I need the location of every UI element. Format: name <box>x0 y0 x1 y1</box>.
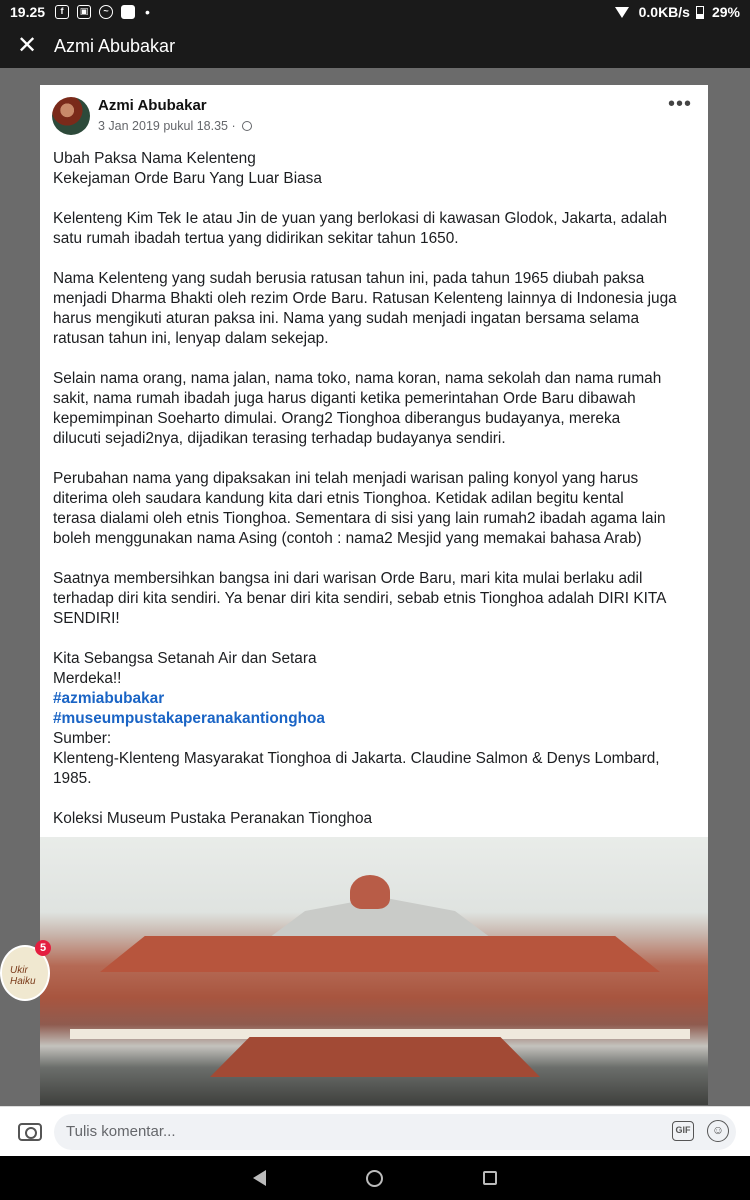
gallery-notification-icon: ▣ <box>77 5 91 19</box>
post-line: boleh menggunakan nama Asing (contoh : nama2 Mesjid yang memakai bahasa Arab) <box>53 530 642 547</box>
post-line: Nama Kelenteng yang sudah berusia ratusan tahun ini, pada tahun 1965 diubah paksa <box>53 270 645 287</box>
comment-input[interactable] <box>54 1114 736 1150</box>
post-author[interactable]: Azmi Abubakar <box>98 97 207 114</box>
post-meta <box>98 119 252 133</box>
post-line: sakit, nama rumah ibadah juga harus diganti ketika pemerintahan Orde Baru dibawah <box>53 390 636 407</box>
app-notification-icon <box>121 5 135 19</box>
photo-roof-main <box>100 932 660 972</box>
post-line: harus mengikuti aturan paksa ini. Nama yang sudah menjadi ingatan bersama selama <box>53 310 640 327</box>
post-paragraph <box>53 369 695 449</box>
messenger-notification-icon: ~ <box>99 5 113 19</box>
emoji-icon[interactable]: ☺ <box>707 1120 729 1142</box>
post-header <box>40 85 708 145</box>
gif-icon[interactable]: GIF <box>672 1121 694 1141</box>
status-bar <box>0 0 750 24</box>
post-paragraph <box>53 569 695 629</box>
post-paragraph <box>53 469 695 549</box>
chat-head-text: Ukir Haiku <box>10 965 36 987</box>
photo-roof-lower <box>210 1037 540 1077</box>
post-card <box>40 85 708 1105</box>
collection-line: Koleksi Museum Pustaka Peranakan Tionghoa <box>53 810 373 827</box>
post-line: Perubahan nama yang dipaksakan ini telah menjadi warisan paling konyol yang harus <box>53 470 639 487</box>
post-line: Ubah Paksa Nama Kelenteng <box>53 150 256 167</box>
post-line: Kelenteng Kim Tek Ie atau Jin de yuan yang berlokasi di kawasan Glodok, Jakarta, adalah <box>53 210 668 227</box>
post-line: menjadi Dharma Bhakti oleh rezim Orde Baru. Ratusan Kelenteng lainnya di Indonesia juga <box>53 290 677 307</box>
comment-bar <box>0 1106 750 1156</box>
post-paragraph <box>53 809 695 829</box>
status-time: 19.25 <box>10 4 46 20</box>
post-closing <box>53 649 695 789</box>
wifi-icon <box>615 7 629 18</box>
chat-head-badge: 5 <box>35 940 51 956</box>
post-timestamp[interactable]: 3 Jan 2019 pukul 18.35 · <box>98 119 236 133</box>
post-line: Merdeka!! <box>53 670 122 687</box>
more-icon[interactable]: ••• <box>667 93 692 115</box>
facebook-notification-icon: f <box>55 5 69 19</box>
post-paragraph <box>53 209 695 249</box>
photo-roof-ornament <box>350 875 390 909</box>
hashtag-link[interactable]: #museumpustakaperanakantionghoa <box>53 710 325 727</box>
battery-level: 29% <box>711 4 740 20</box>
post-line: SENDIRI! <box>53 610 120 627</box>
close-icon[interactable]: ✕ <box>16 32 38 59</box>
post-line: Kita Sebangsa Setanah Air dan Setara <box>53 650 317 667</box>
page-title: Azmi Abubakar <box>54 35 176 56</box>
post-paragraph <box>53 149 695 189</box>
post-body <box>40 145 708 829</box>
post-line: diterima oleh saudara kandung kita dari etnis Tionghoa. Ketidak adilan begitu kental <box>53 490 624 507</box>
net-speed: 0.0KB/s <box>638 4 690 20</box>
source-label: Sumber: <box>53 730 112 747</box>
avatar[interactable] <box>52 97 90 135</box>
post-line: ratusan tahun ini, lenyap dalam sekejap. <box>53 330 329 347</box>
post-paragraph <box>53 269 695 349</box>
source-line: Klenteng-Klenteng Masyarakat Tionghoa di Jakarta. Claudine Salmon & Denys Lombard, <box>53 750 660 767</box>
recent-apps-icon[interactable] <box>483 1171 497 1185</box>
camera-icon[interactable] <box>18 1123 42 1141</box>
post-line: terhadap diri kita sendiri. Ya benar diri kita sendiri, sebab etnis Tionghoa adalah DIRI KITA <box>53 590 667 607</box>
back-icon[interactable] <box>253 1170 266 1186</box>
top-bar <box>0 24 750 68</box>
post-line: Selain nama orang, nama jalan, nama toko, nama koran, nama sekolah dan nama rumah <box>53 370 662 387</box>
post-line: kepemimpinan Soeharto dimulai. Orang2 Tionghoa diberangus budayanya, mereka <box>53 410 621 427</box>
more-notifications-dot: • <box>145 4 150 20</box>
system-nav-bar <box>0 1156 750 1200</box>
post-line: Kekejaman Orde Baru Yang Luar Biasa <box>53 170 322 187</box>
post-photo[interactable] <box>40 837 708 1105</box>
battery-icon <box>696 6 704 19</box>
post-line: satu rumah ibadah tertua yang didirikan sekitar tahun 1650. <box>53 230 459 247</box>
post-line: dilucuti sejadi2nya, dijadikan terasing terhadap budayanya sendiri. <box>53 430 506 447</box>
hashtag-link[interactable]: #azmiabubakar <box>53 690 165 707</box>
post-line: terasa dialami oleh etnis Tionghoa. Sementara di sisi yang lain rumah2 ibadah agama lain <box>53 510 666 527</box>
globe-icon <box>242 121 252 131</box>
home-icon[interactable] <box>366 1170 383 1187</box>
post-line: Saatnya membersihkan bangsa ini dari warisan Orde Baru, mari kita mulai berlaku adil <box>53 570 643 587</box>
source-line: 1985. <box>53 770 92 787</box>
status-right <box>615 4 740 20</box>
